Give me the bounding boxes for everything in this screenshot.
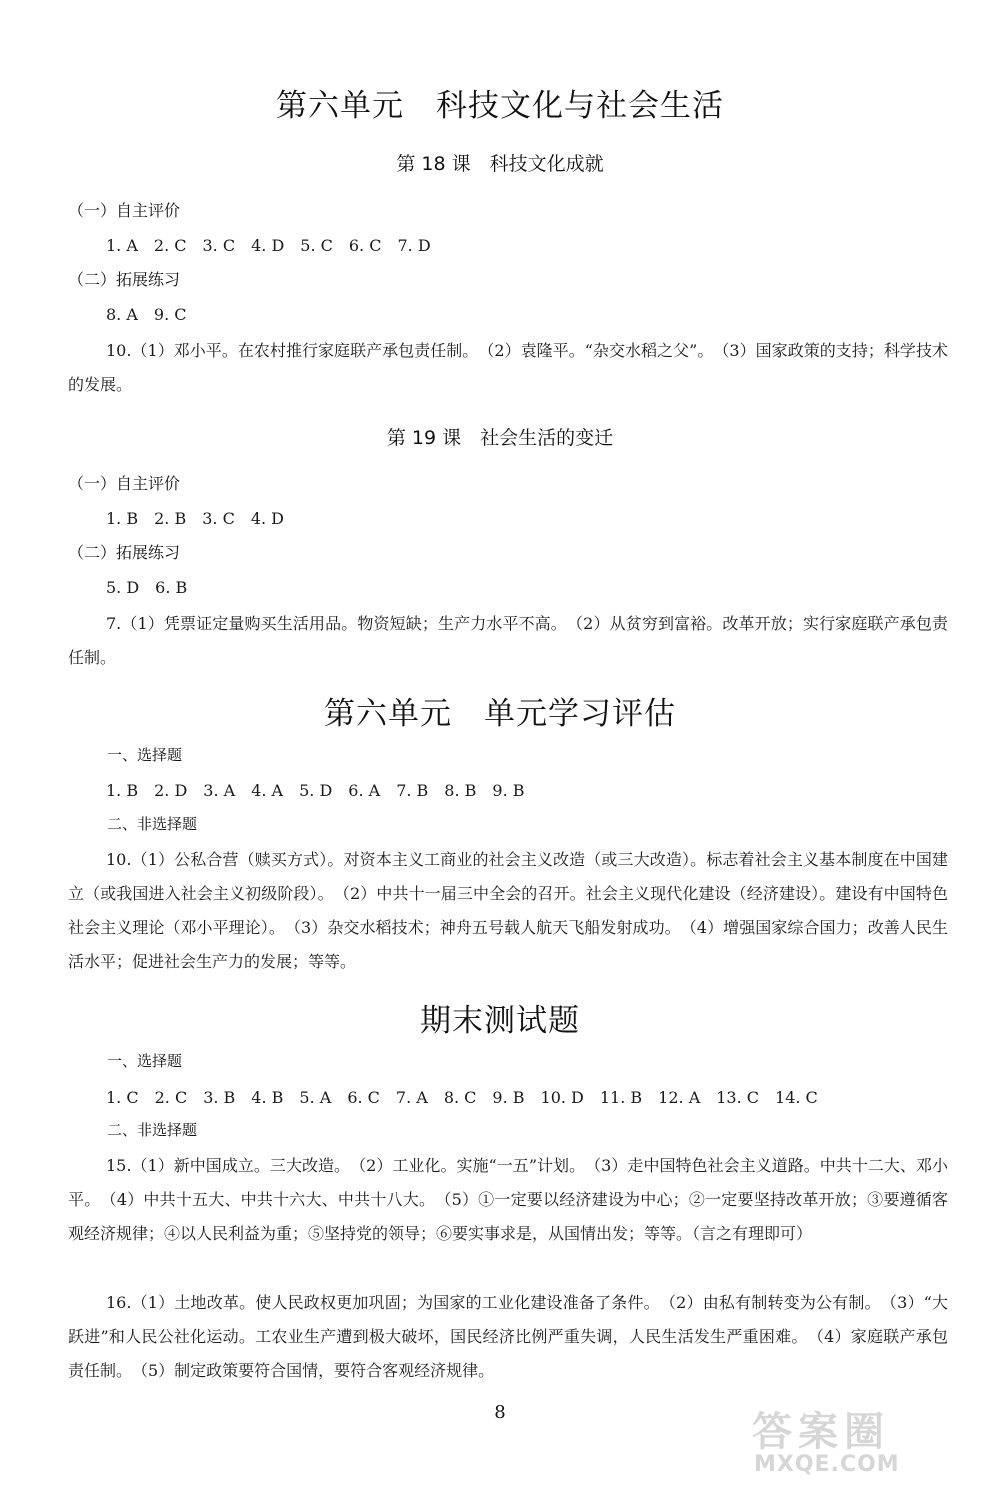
section-multiple-choice: 一、选择题 [107,746,183,764]
answer-line: 1. B 2. D 3. A 4. A 5. D 6. A 7. B 8. B 9. B [106,781,525,800]
answer-line: 1. C 2. C 3. B 4. B 5. A 6. C 7. A 8. C 9. B 10. D 11. B 12. A 13. C 14. C [106,1088,818,1107]
watermark-logo [746,1400,976,1480]
page-number: 8 [494,1402,506,1423]
watermark-text: 答案圈 [752,1409,890,1455]
answer-paragraph: 10.（1）邓小平。在农村推行家庭联产承包责任制。 （2）袁隆平。“杂交水稻之父”。 （3）国家政策的支持；科学技术的发展。 [68,341,948,394]
section-self-eval: （一）自主评价 [68,201,181,220]
unit-title: 第六单元 科技文化与社会生活 [276,88,724,124]
lesson-18-title: 第 18 课 科技文化成就 [396,153,604,175]
watermark-url: MXQE.COM [754,1452,900,1477]
answer-paragraph: 16.（1）土地改革。使人民政权更加巩固；为国家的工业化建设准备了条件。 （2）由私有制转变为公有制。 （3）“大跃进”和人民公社化运动。工农业生产遭到极大破坏，国民经济比例严重失调，人民生活发生严重困难。 （4）家庭联产承包责任制。 （5）制定政策要符合国情，要符合客观经济规律。 [68,1293,948,1380]
answer-line: 1. B 2. B 3. C 4. D [106,509,284,528]
section-extension: （二）拓展练习 [68,270,181,289]
section-non-choice: 二、非选择题 [107,1121,198,1139]
answer-paragraph: 15.（1）新中国成立。三大改造。 （2）工业化。实施“一五”计划。 （3）走中国特色社会主义道路。中共十二大、邓小平。 （4）中共十五大、中共十六大、中共十八大。 （5）①一定要以经济建设为中心；②一定要坚持改革开放；③要遵循客观经济规律；④以人民利益为重；⑤坚持党的领导；⑥要实事求是，从国情出发；等等。（言之有理即可） [68,1156,948,1243]
section-self-eval: （一）自主评价 [68,474,181,493]
section-extension: （二）拓展练习 [68,543,181,562]
answer-paragraph: 7.（1）凭票证定量购买生活用品。物资短缺；生产力水平不高。 （2）从贫穷到富裕。改革开放；实行家庭联产承包责任制。 [68,614,948,667]
answer-line: 1. A 2. C 3. C 4. D 5. C 6. C 7. D [106,236,431,255]
answer-line: 8. A 9. C [106,305,187,324]
answer-paragraph: 10.（1）公私合营（赎买方式）。对资本主义工商业的社会主义改造（或三大改造）。标志着社会主义基本制度在中国建立（或我国进入社会主义初级阶段）。 （2）中共十一届三中全会的召开。社会主义现代化建设（经济建设）。建设有中国特色社会主义理论（邓小平理论）。 （3）杂交水稻技术；神舟五号载人航天飞船发射成功。 （4）增强国家综合国力；改善人民生活水平；促进社会生产力的发展；等等。 [68,850,948,971]
assessment-title: 第六单元 单元学习评估 [324,696,676,732]
section-multiple-choice: 一、选择题 [107,1052,183,1070]
answer-line: 5. D 6. B [106,578,188,597]
section-non-choice: 二、非选择题 [107,815,198,833]
final-test-title: 期末测试题 [420,1003,580,1039]
lesson-19-title: 第 19 课 社会生活的变迁 [386,427,614,449]
